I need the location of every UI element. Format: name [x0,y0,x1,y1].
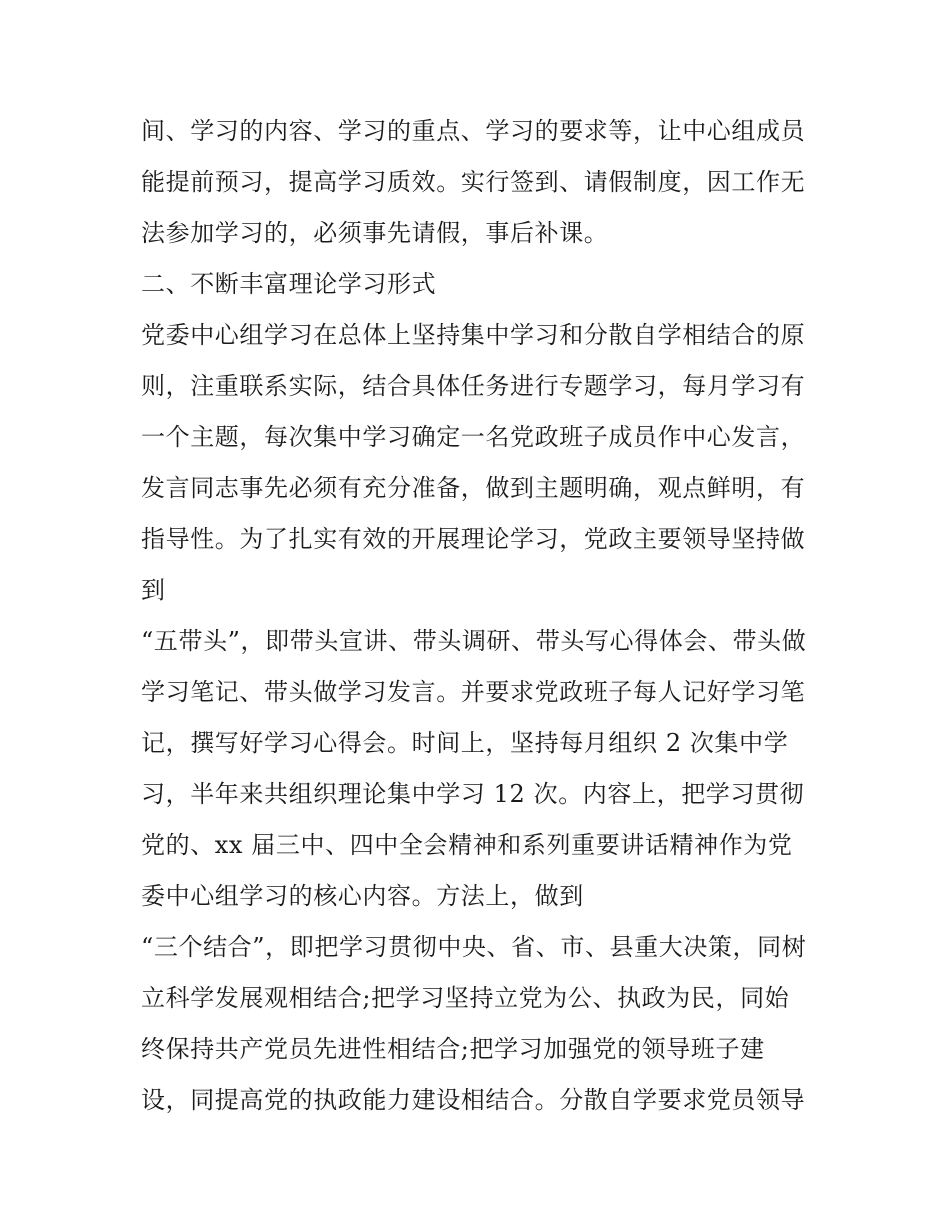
text-line: 终保持共产党员先进性相结合;把学习加强党的领导班子建 [141,1035,765,1063]
text-line: 委中心组学习的核心内容。方法上，做到 [141,882,584,910]
text-line: 指导性。为了扎实有效的开展理论学习，党政主要领导坚持做 [141,525,806,553]
text-line: 设，同提高党的执政能力建设相结合。分散自学要求党员领导 [141,1086,806,1114]
section-heading: 二、不断丰富理论学习形式 [141,270,437,298]
text-line: 记，撰写好学习心得会。时间上，坚持每月组织 2 次集中学 [141,729,789,757]
text-line: 一个主题，每次集中学习确定一名党政班子成员作中心发言， [141,423,806,451]
text-line: 则，注重联系实际，结合具体任务进行专题学习，每月学习有 [141,372,806,400]
text-line: 法参加学习的，必须事先请假，事后补课。 [141,219,609,247]
text-line: 习，半年来共组织理论集中学习 12 次。内容上，把学习贯彻 [141,780,805,808]
text-line: 党的、xx 届三中、四中全会精神和系列重要讲话精神作为党 [141,831,793,859]
text-line: 党委中心组学习在总体上坚持集中学习和分散自学相结合的原 [141,321,806,349]
text-line: “三个结合”，即把学习贯彻中央、省、市、县重大决策，同树 [141,933,807,961]
text-line: 学习笔记、带头做学习发言。并要求党政班子每人记好学习笔 [141,678,806,706]
text-line: 到 [141,576,166,604]
document-body [141,106,821,1126]
text-line: 间、学习的内容、学习的重点、学习的要求等，让中心组成员 [141,117,806,145]
text-line: 立科学发展观相结合;把学习坚持立党为公、执政为民，同始 [141,984,790,1012]
text-line: 能提前预习，提高学习质效。实行签到、请假制度，因工作无 [141,168,806,196]
text-line: “五带头”，即带头宣讲、带头调研、带头写心得体会、带头做 [141,627,807,655]
text-line: 发言同志事先必须有充分准备，做到主题明确，观点鲜明，有 [141,474,806,502]
